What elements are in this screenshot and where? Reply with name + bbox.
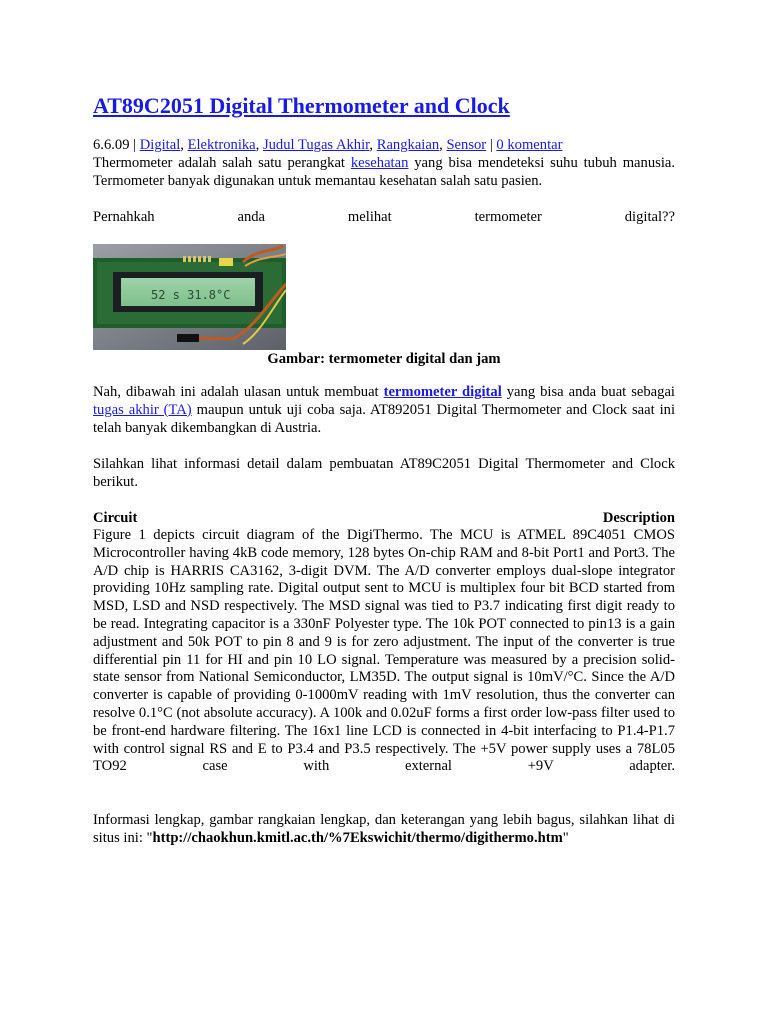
meta-separator: | [133,137,137,153]
category-link-sensor[interactable]: Sensor [446,137,487,153]
lcd-module-image [93,244,286,350]
heading-right: Description [602,510,675,526]
meta-separator: | [489,137,493,153]
lcd-display-text: 52 s 31.8°C [151,288,231,302]
post-meta: 6.6.09 | Digital, Elektronika, Judul Tugas Akhir, Rangkaian, Sensor | 0 komentar [93,137,563,153]
category-link-digital[interactable]: Digital [139,137,181,153]
comments-link[interactable]: 0 komentar [496,137,563,153]
circuit-description-paragraph: Figure 1 depicts circuit diagram of the DigiThermo. The MCU is ATMEL 89C4051 CMOS Microcontroller having 4kB code memory, 128 bytes On-chip RAM and 8-bit Port1 and Port3. The A/D chip is HARRIS CA3162, 3-digit DVM. The A/D converter employs dual-slope integrator providing 10Hz sampling rate. Digital output sent to MCU is multiplex four bit BCD started from MSD, LSD and NSD respectively. The MSD signal was tied to P3.7 indicating first digit ready to be read. Integrating capacitor is a 330nF Polyester type. The 10k POT connected to pin13 is a gain adjustment and 50k POT to pin 8 and 9 is for zero adjustment. The input of the converter is true differential pin 11 for HI and pin 10 LO signal. Temperature was measured by a precision solid-state sensor from National Semiconductor, LM35D. The output signal is 10mV/°C. Since the A/D converter is capable of providing 0-1000mV reading with 1mV resolution, thus the converter can resolve 0.1°C (not absolute accuracy). A 100k and 0.02uF forms a first order low-pass filter used to be front-end hardware filtering. The 16x1 line LCD is connected in 4-bit interfacing to P1.4-P1.7 with control signal RS and E to P3.4 and P3.5 respectively. The +5V power supply uses a 78L05 TO92 case with external +9V adapter. [93,527,675,775]
termometer-digital-link[interactable]: termometer digital [383,384,502,400]
intro-paragraph: Thermometer adalah salah satu perangkat kesehatan yang bisa mendeteksi suhu tubuh manusia. Termometer banyak digunakan untuk memantau kesehatan salah satu pasien. [93,155,675,189]
category-link-elektronika[interactable]: Elektronika [187,137,256,153]
details-paragraph: Silahkan lihat informasi detail dalam pembuatan AT89C2051 Digital Thermometer and Clock berikut. [93,456,675,490]
source-paragraph: Informasi lengkap, gambar rangkaian lengkap, dan keterangan yang lebih bagus, silahkan lihat di situs ini: "http://chaokhun.kmitl.ac.th/%7Ekswichit/thermo/digithermo.htm" [93,812,675,846]
kesehatan-link[interactable]: kesehatan [350,155,409,171]
category-link-rangkaian[interactable]: Rangkaian [376,137,440,153]
circuit-description-heading [93,510,675,528]
category-link-judul-tugas-akhir[interactable]: Judul Tugas Akhir [262,137,370,153]
image-caption: Gambar: termometer digital dan jam [267,351,501,367]
source-url: http://chaokhun.kmitl.ac.th/%7Ekswichit/thermo/digithermo.htm [152,829,563,846]
tugas-akhir-link[interactable]: tugas akhir (TA) [93,401,192,418]
post-title-link[interactable]: AT89C2051 Digital Thermometer and Clock [93,93,510,118]
thermometer-photo [93,244,286,350]
question-paragraph: Pernahkah anda melihat termometer digital?? [93,209,675,225]
post-date: 6.6.09 [93,137,130,153]
intro-ta-paragraph: Nah, dibawah ini adalah ulasan untuk membuat termometer digital yang bisa anda buat sebagai tugas akhir (TA) maupun untuk uji coba saja. AT892051 Digital Thermometer and Clock saat ini telah banyak dikembangkan di Austria. [93,384,675,436]
post-title [93,92,510,120]
heading-left: Circuit [93,510,138,526]
